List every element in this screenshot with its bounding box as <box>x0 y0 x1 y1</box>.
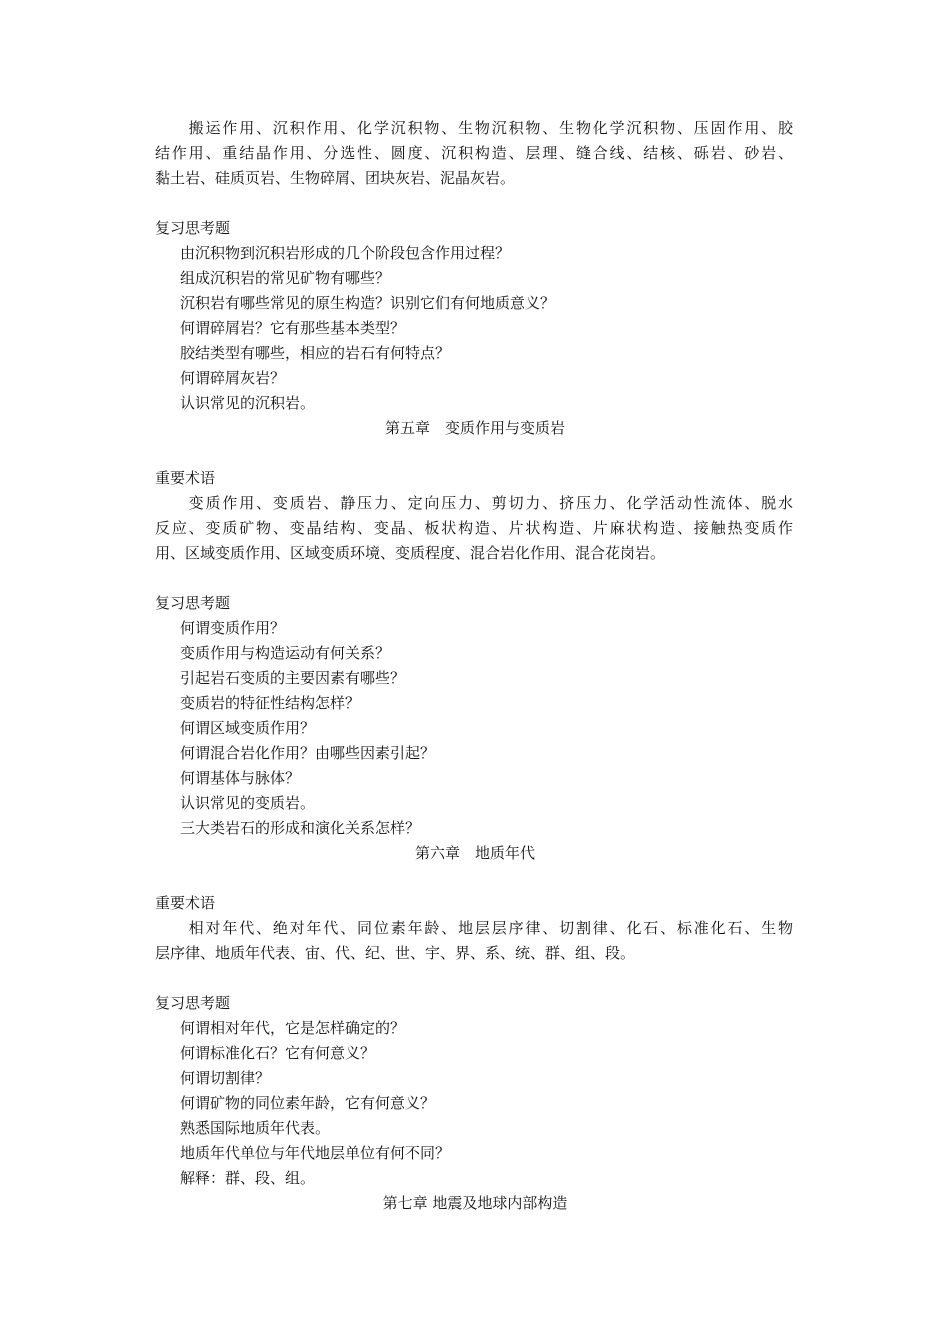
question-item: 何谓区域变质作用？ <box>180 719 316 737</box>
terms-paragraph-line: 搬运作用、沉积作用、化学沉积物、生物沉积物、生物化学沉积物、压固作用、胶 <box>155 119 793 137</box>
question-item: 何谓切割律？ <box>180 1069 271 1087</box>
question-item: 认识常见的变质岩。 <box>180 794 316 812</box>
question-item: 由沉积物到沉积岩形成的几个阶段包含作用过程？ <box>180 244 511 262</box>
question-item: 三大类岩石的形成和演化关系怎样？ <box>180 819 421 837</box>
chapter-title: 第五章 变质作用与变质岩 <box>384 419 565 437</box>
question-item: 何谓标准化石？它有何意义？ <box>180 1044 376 1062</box>
question-item: 何谓基体与脉体？ <box>180 769 301 787</box>
question-item: 何谓相对年代，它是怎样确定的？ <box>180 1019 406 1037</box>
terms-paragraph-line: 相对年代、绝对年代、同位素年龄、地层层序律、切割律、化石、标准化石、生物 <box>155 919 793 937</box>
terms-paragraph-line: 层序律、地质年代表、宙、代、纪、世、宇、界、系、统、群、组、段。 <box>155 944 636 962</box>
question-item: 何谓混合岩化作用？由哪些因素引起？ <box>180 744 436 762</box>
terms-heading: 重要术语 <box>155 469 216 487</box>
review-heading: 复习思考题 <box>155 219 231 237</box>
question-item: 何谓矿物的同位素年龄，它有何意义？ <box>180 1094 436 1112</box>
question-item: 何谓变质作用？ <box>180 619 286 637</box>
question-item: 胶结类型有哪些，相应的岩石有何特点？ <box>180 344 451 362</box>
question-item: 熟悉国际地质年代表。 <box>180 1119 331 1137</box>
chapter-title: 第七章 地震及地球内部构造 <box>382 1194 568 1212</box>
terms-paragraph-line: 变质作用、变质岩、静压力、定向压力、剪切力、挤压力、化学活动性流体、脱水 <box>155 494 793 512</box>
question-item: 沉积岩有哪些常见的原生构造？识别它们有何地质意义？ <box>180 294 556 312</box>
terms-paragraph-line: 反应、变质矿物、变晶结构、变晶、板状构造、片状构造、片麻状构造、接触热变质作 <box>155 519 793 537</box>
question-item: 解释：群、段、组。 <box>180 1169 316 1187</box>
review-heading: 复习思考题 <box>155 594 231 612</box>
terms-paragraph-line: 黏土岩、硅质页岩、生物碎屑、团块灰岩、泥晶灰岩。 <box>155 169 516 187</box>
terms-paragraph-line: 用、区域变质作用、区域变质环境、变质程度、混合岩化作用、混合花岗岩。 <box>155 544 666 562</box>
question-item: 组成沉积岩的常见矿物有哪些？ <box>180 269 391 287</box>
terms-heading: 重要术语 <box>155 894 216 912</box>
question-item: 何谓碎屑岩？它有那些基本类型？ <box>180 319 406 337</box>
question-item: 引起岩石变质的主要因素有哪些？ <box>180 669 406 687</box>
terms-paragraph-line: 结作用、重结晶作用、分选性、圆度、沉积构造、层理、缝合线、结核、砾岩、砂岩、 <box>155 144 793 162</box>
question-item: 变质岩的特征性结构怎样？ <box>180 694 361 712</box>
review-heading: 复习思考题 <box>155 994 231 1012</box>
question-item: 认识常见的沉积岩。 <box>180 394 316 412</box>
chapter-title: 第六章 地质年代 <box>414 844 535 862</box>
question-item: 地质年代单位与年代地层单位有何不同？ <box>180 1144 451 1162</box>
question-item: 何谓碎屑灰岩？ <box>180 369 286 387</box>
question-item: 变质作用与构造运动有何关系？ <box>180 644 391 662</box>
